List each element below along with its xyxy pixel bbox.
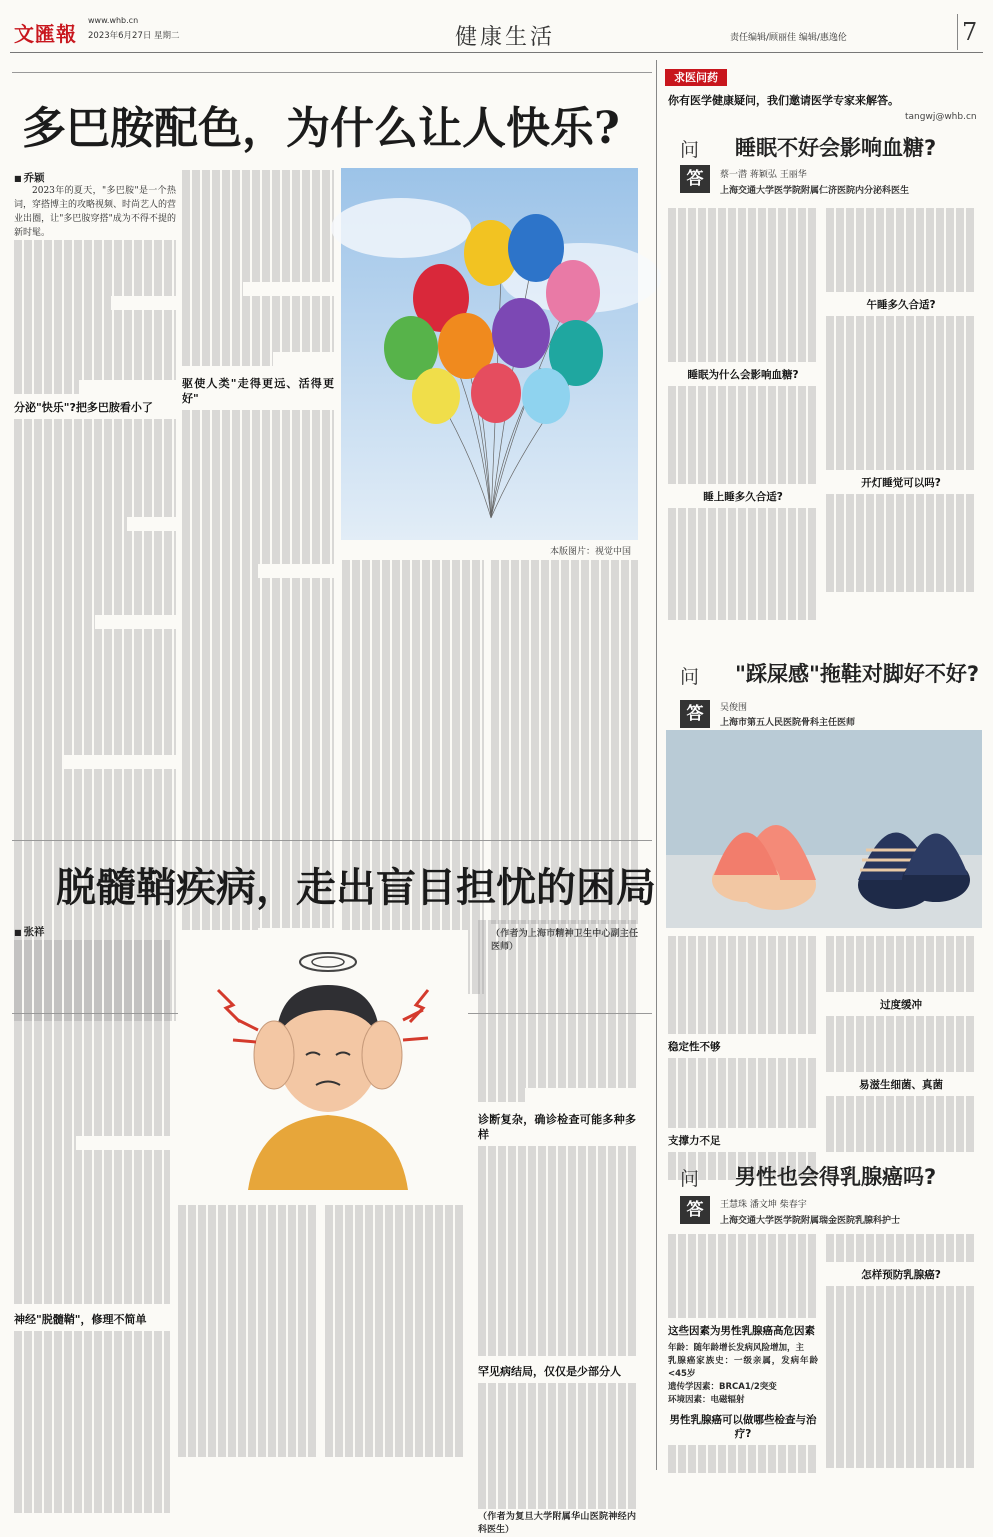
article2-column-3: [325, 1205, 465, 1465]
balloon-illustration: [341, 168, 638, 540]
header-divider: [957, 14, 958, 50]
q3-subhead-3: 怎样预防乳腺癌?: [861, 1269, 941, 1281]
q2-subhead-2: 支撑力不足: [668, 1135, 721, 1147]
site-url[interactable]: www.whb.cn: [88, 16, 139, 25]
q3-column-1: [668, 1234, 818, 1474]
header-rule: [10, 52, 983, 53]
q3-answer-badge: 答: [680, 1196, 710, 1224]
q1-question-mark: 问: [680, 139, 700, 161]
article1-title: 多巴胺配色，为什么让人快乐?: [22, 103, 620, 154]
q2-institution: 上海市第五人民医院骨科主任医师: [720, 718, 856, 728]
q2-subhead-3: 过度缓冲: [880, 999, 922, 1011]
sidebar-email[interactable]: tangwj@whb.cn: [905, 112, 977, 122]
q2-title: "踩屎感"拖鞋对脚好不好?: [735, 662, 980, 686]
photo-credit: 本版图片：视觉中国: [550, 547, 632, 557]
slippers-photo: [666, 730, 982, 928]
article2-subhead-1: 神经"脱髓鞘"，修理不简单: [14, 1313, 147, 1326]
q3-column-2: [826, 1234, 976, 1474]
editors: 责任编辑/顾丽佳 编辑/惠逸伦: [730, 33, 847, 43]
q2-column-2: [826, 936, 976, 1156]
article1-footnote: （作者为上海市精神卫生中心副主任医师）: [491, 929, 638, 952]
page-number: 7: [962, 18, 978, 46]
article2-title: 脱髓鞘疾病，走出盲目担忧的困局: [56, 864, 656, 911]
article1-subhead-1: 分泌"快乐"?把多巴胺看小了: [14, 401, 153, 414]
q3-risk-3: 遗传学因素：BRCA1/2突变: [668, 1382, 777, 1392]
article2-author: ■ 张祥: [14, 924, 45, 939]
q1-subhead-2: 睡上睡多久合适?: [703, 491, 783, 503]
masthead-logo: 文匯報: [14, 22, 77, 46]
article1-top-rule: [12, 72, 652, 73]
q2-authors: 吴俊围: [720, 703, 748, 713]
section-title: 健康生活: [455, 25, 556, 50]
sidebar-tag: 求医问药: [665, 69, 727, 86]
q3-subhead-1: 这些因素为男性乳腺癌高危因素: [668, 1325, 815, 1337]
article2-footnote: （作者为复旦大学附属华山医院神经内科医生）: [478, 1512, 636, 1535]
article2-column-2: [178, 1205, 318, 1465]
q3-risk-2: 乳腺癌家族史：一级亲属，发病年龄<45岁: [668, 1356, 818, 1379]
article2-top-rule: [12, 840, 652, 841]
q2-column-1: [668, 936, 818, 1156]
q1-subhead-4: 开灯睡觉可以吗?: [861, 477, 941, 489]
headache-figure: [178, 930, 468, 1200]
q3-authors: 王慧珠 潘文坤 柴春宇: [720, 1200, 807, 1210]
article2-column-1: [14, 940, 170, 1465]
article1-intro: 2023年的夏天，"多巴胺"是一个热词，穿搭博主的攻略视频、时尚艺人的营业出圈，让"多巴胺穿搭"成为不得不提的新时髦。: [14, 186, 177, 238]
q1-institution: 上海交通大学医学院附属仁济医院内分泌科医生: [720, 186, 910, 196]
q1-column-2: [826, 208, 976, 628]
q1-title: 睡眠不好会影响血糖?: [735, 136, 937, 160]
column-divider: [656, 60, 657, 1470]
article2-column-4: [478, 920, 636, 1535]
q2-subhead-4: 易滋生细菌、真菌: [859, 1079, 943, 1091]
balloon-photo: [341, 168, 638, 540]
q2-subhead-1: 稳定性不够: [668, 1041, 721, 1053]
q1-column-1: [668, 208, 818, 628]
q3-question-mark: 问: [680, 1168, 700, 1190]
issue-date: 2023年6月27日 星期二: [88, 31, 180, 41]
article1-subhead-2: 驱使人类"走得更远、活得更好": [182, 377, 334, 405]
q3-risk-4: 环境因素：电磁辐射: [668, 1395, 745, 1405]
slippers-illustration: [666, 730, 982, 928]
q1-subhead-1: 睡眠为什么会影响血糖?: [687, 369, 799, 381]
q1-subhead-3: 午睡多久合适?: [866, 299, 936, 311]
q2-answer-badge: 答: [680, 700, 710, 728]
q3-risk-1: 年龄：随年龄增长发病风险增加，主: [668, 1343, 805, 1353]
q2-question-mark: 问: [680, 666, 700, 688]
q3-institution: 上海交通大学医学院附属瑞金医院乳腺科护士: [720, 1216, 901, 1226]
q3-subhead-2: 男性乳腺癌可以做哪些检查与治疗?: [669, 1414, 817, 1440]
article2-subhead-3: 罕见病结局，仅仅是少部分人: [478, 1365, 621, 1378]
article2-subhead-2: 诊断复杂，确诊检查可能多种多样: [478, 1113, 636, 1141]
headache-illustration: [178, 930, 468, 1200]
sidebar-intro: 你有医学健康疑问，我们邀请医学专家来解答。: [668, 94, 899, 107]
article1-author: ■ 乔颖: [14, 170, 45, 185]
q1-authors: 蔡一潜 蒋颖弘 王丽华: [720, 170, 807, 180]
q1-answer-badge: 答: [680, 165, 710, 193]
q3-title: 男性也会得乳腺癌吗?: [735, 1165, 937, 1189]
